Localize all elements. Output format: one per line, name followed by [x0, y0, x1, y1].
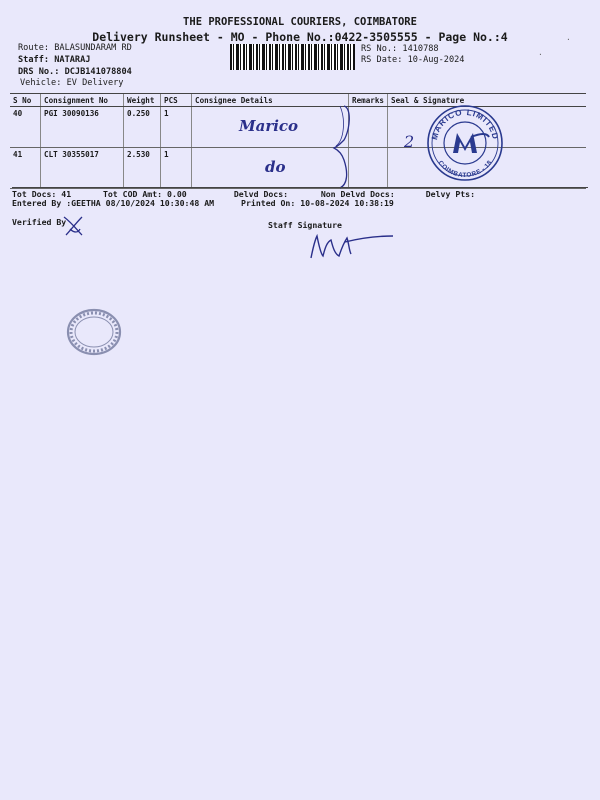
row-consignee — [192, 148, 349, 189]
row-sno: 40 — [10, 107, 41, 148]
consignee-handwriting: Marico — [239, 117, 299, 135]
col-remarks: Remarks — [349, 94, 388, 107]
entered-by-row — [12, 198, 394, 208]
delvy-pts: Delvy Pts: — [425, 189, 476, 199]
svg-text:COIMBATORE - 18 — [437, 159, 494, 179]
delvd-docs: Delvd Docs: — [233, 189, 289, 199]
marico-seal-icon — [425, 103, 505, 183]
row-weight: 2.530 — [124, 148, 161, 189]
corner-mark-icon: · — [566, 35, 571, 44]
tot-docs: Tot Docs: 41 — [12, 189, 72, 199]
col-sno: S No — [10, 94, 41, 107]
staff-signature-icon — [305, 228, 400, 266]
row-sno: 41 — [10, 148, 41, 189]
row-pcs: 1 — [161, 148, 192, 189]
barcode — [230, 44, 355, 70]
col-consignee: Consignee Details — [192, 94, 349, 107]
drs-label: DRS No.: DCJB141078804 — [18, 67, 132, 77]
tot-cod: Tot COD Amt: 0.00 — [102, 189, 187, 199]
row-consignee — [192, 107, 349, 148]
route-label: Route: BALASUNDARAM RD — [18, 43, 132, 53]
entered-by: Entered By :GEETHA 08/10/2024 10:30:48 AM — [12, 198, 215, 208]
row-consignment: PGI 30090136 — [41, 107, 124, 148]
col-pcs: PCS — [161, 94, 192, 107]
seal-top-text: MARICO LIMITED — [430, 107, 500, 141]
col-seal: Seal & Signature — [388, 94, 586, 107]
consignee-handwriting: do — [265, 158, 286, 176]
corner-mark-icon: · — [538, 50, 543, 59]
row-pcs: 1 — [161, 107, 192, 148]
runsheet-subtitle: Delivery Runsheet - MO - Phone No.:0422-3505555 - Page No.:4 — [92, 30, 508, 44]
seal-bottom-text: COIMBATORE - 18 — [436, 159, 494, 180]
non-delvd-docs: Non Delvd Docs: — [320, 189, 395, 199]
company-title: THE PROFESSIONAL COURIERS, COIMBATORE — [183, 16, 417, 28]
staff-label: Staff: NATARAJ — [18, 55, 91, 65]
remarks-brace-icon — [330, 100, 370, 190]
rs-number: RS No.: 1410788 — [361, 44, 439, 54]
staff-signature-label: Staff Signature — [268, 220, 342, 230]
office-stamp-icon — [64, 306, 124, 358]
remarks-handwriting: 2 — [404, 132, 415, 151]
row-weight: 0.250 — [124, 107, 161, 148]
printed-on: Printed On: 10-08-2024 10:38:19 — [241, 198, 394, 208]
rs-date: RS Date: 10-Aug-2024 — [361, 55, 465, 65]
verified-by: Verified By — [12, 217, 67, 227]
col-weight: Weight — [124, 94, 161, 107]
col-consignment: Consignment No — [41, 94, 124, 107]
vehicle-label: Vehicle: EV Delivery — [20, 78, 124, 88]
row-consignment: CLT 30355017 — [41, 148, 124, 189]
verified-signature-icon — [58, 213, 94, 239]
